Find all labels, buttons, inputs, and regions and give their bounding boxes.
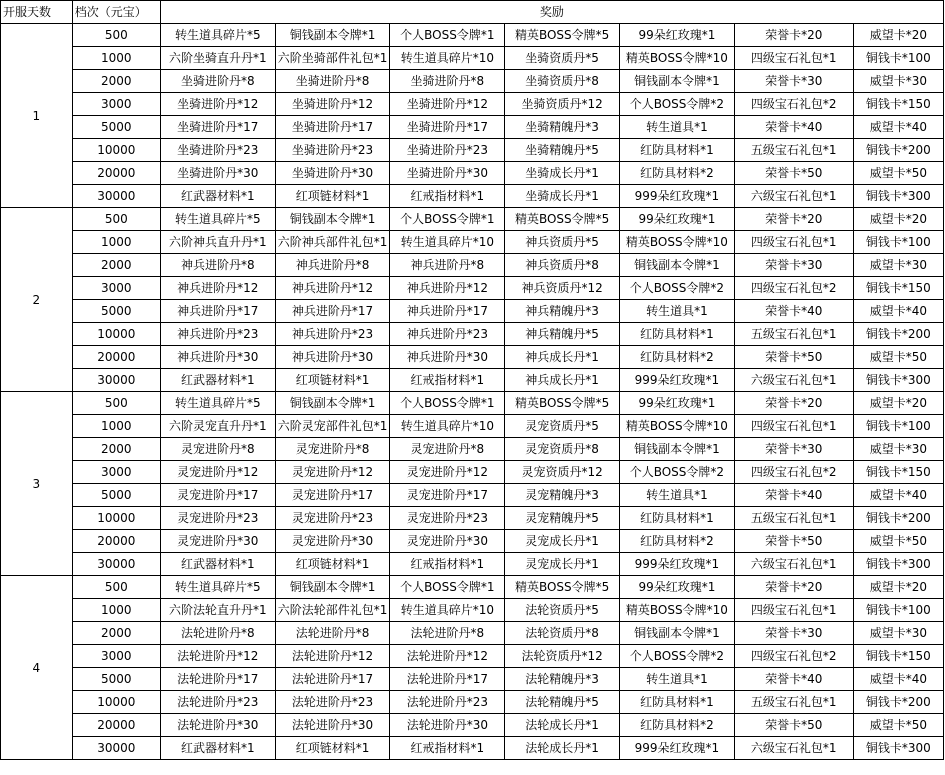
table-row	[1, 530, 944, 553]
reward-cell: 坐骑进阶丹*23	[160, 139, 275, 162]
reward-cell: 铜钱卡*200	[853, 507, 943, 530]
reward-cell: 神兵进阶丹*17	[160, 300, 275, 323]
reward-cell: 法轮进阶丹*12	[160, 645, 275, 668]
reward-cell: 五级宝石礼包*1	[734, 691, 853, 714]
reward-cell: 精英BOSS令牌*10	[620, 415, 735, 438]
reward-cell: 个人BOSS令牌*1	[390, 208, 505, 231]
reward-cell: 荣誉卡*30	[734, 622, 853, 645]
reward-cell: 四级宝石礼包*1	[734, 231, 853, 254]
tier-cell: 500	[72, 576, 160, 599]
reward-cell: 荣誉卡*50	[734, 714, 853, 737]
reward-cell: 神兵进阶丹*30	[390, 346, 505, 369]
table-row	[1, 714, 944, 737]
reward-cell: 坐骑进阶丹*8	[390, 70, 505, 93]
reward-cell: 坐骑资质丹*5	[505, 47, 620, 70]
reward-cell: 威望卡*50	[853, 162, 943, 185]
table-row	[1, 277, 944, 300]
reward-cell: 坐骑资质丹*12	[505, 93, 620, 116]
reward-cell: 个人BOSS令牌*1	[390, 576, 505, 599]
tier-cell: 30000	[72, 185, 160, 208]
table-row	[1, 70, 944, 93]
reward-cell: 灵宠资质丹*12	[505, 461, 620, 484]
reward-cell: 转生道具碎片*5	[160, 24, 275, 47]
reward-cell: 个人BOSS令牌*1	[390, 24, 505, 47]
reward-cell: 99朵红玫瑰*1	[620, 24, 735, 47]
reward-cell: 法轮进阶丹*8	[160, 622, 275, 645]
reward-cell: 荣誉卡*30	[734, 438, 853, 461]
table-row	[1, 622, 944, 645]
table-row	[1, 47, 944, 70]
reward-cell: 红武器材料*1	[160, 553, 275, 576]
tier-cell: 30000	[72, 737, 160, 760]
tier-cell: 500	[72, 392, 160, 415]
reward-cell: 法轮进阶丹*8	[390, 622, 505, 645]
tier-cell: 30000	[72, 553, 160, 576]
reward-cell: 神兵资质丹*8	[505, 254, 620, 277]
reward-cell: 四级宝石礼包*2	[734, 277, 853, 300]
reward-cell: 精英BOSS令牌*5	[505, 208, 620, 231]
reward-cell: 荣誉卡*20	[734, 208, 853, 231]
table-row	[1, 185, 944, 208]
reward-cell: 神兵进阶丹*23	[160, 323, 275, 346]
reward-cell: 红防具材料*2	[620, 162, 735, 185]
reward-cell: 六级宝石礼包*1	[734, 737, 853, 760]
table-row	[1, 691, 944, 714]
tier-cell: 5000	[72, 116, 160, 139]
reward-cell: 坐骑资质丹*8	[505, 70, 620, 93]
reward-cell: 红武器材料*1	[160, 185, 275, 208]
reward-cell: 灵宠进阶丹*23	[390, 507, 505, 530]
reward-cell: 铜钱副本令牌*1	[275, 208, 390, 231]
reward-cell: 99朵红玫瑰*1	[620, 392, 735, 415]
reward-cell: 六阶法轮部件礼包*1	[275, 599, 390, 622]
tier-cell: 5000	[72, 668, 160, 691]
reward-cell: 灵宠进阶丹*30	[160, 530, 275, 553]
reward-cell: 灵宠进阶丹*12	[275, 461, 390, 484]
tier-cell: 2000	[72, 622, 160, 645]
rewards-body	[1, 24, 944, 760]
reward-cell: 转生道具*1	[620, 300, 735, 323]
reward-cell: 神兵成长丹*1	[505, 369, 620, 392]
tier-cell: 20000	[72, 162, 160, 185]
reward-cell: 铜钱卡*150	[853, 277, 943, 300]
reward-cell: 神兵进阶丹*12	[275, 277, 390, 300]
reward-cell: 威望卡*50	[853, 346, 943, 369]
reward-cell: 威望卡*40	[853, 668, 943, 691]
reward-cell: 坐骑进阶丹*17	[160, 116, 275, 139]
reward-cell: 神兵资质丹*5	[505, 231, 620, 254]
reward-cell: 铜钱副本令牌*1	[620, 254, 735, 277]
reward-cell: 法轮进阶丹*12	[390, 645, 505, 668]
reward-cell: 精英BOSS令牌*5	[505, 24, 620, 47]
reward-cell: 法轮进阶丹*30	[160, 714, 275, 737]
reward-cell: 铜钱卡*150	[853, 93, 943, 116]
reward-cell: 红防具材料*1	[620, 139, 735, 162]
table-row	[1, 93, 944, 116]
reward-cell: 神兵资质丹*12	[505, 277, 620, 300]
reward-cell: 荣誉卡*40	[734, 484, 853, 507]
reward-cell: 威望卡*30	[853, 254, 943, 277]
reward-cell: 红项链材料*1	[275, 185, 390, 208]
reward-cell: 坐骑进阶丹*17	[275, 116, 390, 139]
reward-cell: 法轮资质丹*5	[505, 599, 620, 622]
reward-cell: 铜钱卡*200	[853, 323, 943, 346]
reward-cell: 红防具材料*2	[620, 346, 735, 369]
reward-cell: 四级宝石礼包*1	[734, 415, 853, 438]
reward-cell: 法轮成长丹*1	[505, 737, 620, 760]
reward-cell: 转生道具*1	[620, 668, 735, 691]
tier-cell: 2000	[72, 254, 160, 277]
reward-cell: 四级宝石礼包*1	[734, 599, 853, 622]
reward-cell: 威望卡*40	[853, 300, 943, 323]
reward-cell: 神兵进阶丹*17	[390, 300, 505, 323]
reward-cell: 红戒指材料*1	[390, 185, 505, 208]
reward-cell: 灵宠进阶丹*8	[160, 438, 275, 461]
table-row	[1, 392, 944, 415]
reward-cell: 法轮进阶丹*30	[390, 714, 505, 737]
reward-cell: 红戒指材料*1	[390, 369, 505, 392]
table-row	[1, 645, 944, 668]
tier-cell: 10000	[72, 139, 160, 162]
reward-cell: 威望卡*20	[853, 392, 943, 415]
reward-cell: 坐骑进阶丹*17	[390, 116, 505, 139]
reward-cell: 荣誉卡*50	[734, 346, 853, 369]
reward-cell: 铜钱卡*300	[853, 737, 943, 760]
reward-cell: 神兵进阶丹*23	[275, 323, 390, 346]
reward-cell: 法轮进阶丹*30	[275, 714, 390, 737]
reward-cell: 999朵红玫瑰*1	[620, 185, 735, 208]
reward-cell: 坐骑进阶丹*8	[275, 70, 390, 93]
reward-cell: 灵宠进阶丹*23	[160, 507, 275, 530]
reward-cell: 六阶法轮直升丹*1	[160, 599, 275, 622]
reward-cell: 坐骑精魄丹*5	[505, 139, 620, 162]
reward-cell: 法轮资质丹*12	[505, 645, 620, 668]
reward-cell: 灵宠进阶丹*8	[390, 438, 505, 461]
header-row	[1, 1, 944, 24]
reward-cell: 铜钱卡*300	[853, 369, 943, 392]
reward-cell: 神兵进阶丹*8	[160, 254, 275, 277]
reward-cell: 荣誉卡*40	[734, 668, 853, 691]
reward-cell: 精英BOSS令牌*10	[620, 47, 735, 70]
reward-cell: 四级宝石礼包*2	[734, 461, 853, 484]
reward-cell: 红戒指材料*1	[390, 737, 505, 760]
reward-cell: 威望卡*30	[853, 70, 943, 93]
header-day: 开服天数	[1, 1, 73, 24]
reward-cell: 铜钱卡*200	[853, 691, 943, 714]
table-row	[1, 576, 944, 599]
reward-cell: 灵宠进阶丹*8	[275, 438, 390, 461]
reward-cell: 坐骑进阶丹*12	[390, 93, 505, 116]
tier-cell: 3000	[72, 461, 160, 484]
reward-cell: 999朵红玫瑰*1	[620, 737, 735, 760]
reward-cell: 灵宠进阶丹*17	[160, 484, 275, 507]
reward-cell: 五级宝石礼包*1	[734, 323, 853, 346]
reward-cell: 999朵红玫瑰*1	[620, 369, 735, 392]
tier-cell: 3000	[72, 93, 160, 116]
reward-cell: 四级宝石礼包*1	[734, 47, 853, 70]
reward-cell: 法轮精魄丹*5	[505, 691, 620, 714]
reward-cell: 荣誉卡*30	[734, 70, 853, 93]
reward-cell: 六级宝石礼包*1	[734, 369, 853, 392]
reward-cell: 五级宝石礼包*1	[734, 507, 853, 530]
reward-cell: 荣誉卡*30	[734, 254, 853, 277]
reward-cell: 神兵进阶丹*8	[275, 254, 390, 277]
tier-cell: 3000	[72, 645, 160, 668]
table-row	[1, 369, 944, 392]
table-row	[1, 208, 944, 231]
reward-cell: 六阶神兵部件礼包*1	[275, 231, 390, 254]
reward-cell: 99朵红玫瑰*1	[620, 576, 735, 599]
reward-cell: 法轮进阶丹*23	[275, 691, 390, 714]
reward-cell: 转生道具碎片*10	[390, 231, 505, 254]
reward-cell: 灵宠精魄丹*5	[505, 507, 620, 530]
reward-cell: 六阶灵宠部件礼包*1	[275, 415, 390, 438]
reward-cell: 铜钱卡*100	[853, 231, 943, 254]
tier-cell: 30000	[72, 369, 160, 392]
reward-cell: 红防具材料*2	[620, 530, 735, 553]
reward-cell: 坐骑进阶丹*23	[390, 139, 505, 162]
reward-cell: 法轮进阶丹*12	[275, 645, 390, 668]
reward-cell: 转生道具*1	[620, 484, 735, 507]
reward-cell: 神兵进阶丹*12	[390, 277, 505, 300]
reward-cell: 精英BOSS令牌*5	[505, 392, 620, 415]
reward-cell: 个人BOSS令牌*2	[620, 93, 735, 116]
reward-cell: 威望卡*40	[853, 484, 943, 507]
tier-cell: 1000	[72, 415, 160, 438]
reward-cell: 铜钱卡*300	[853, 553, 943, 576]
tier-cell: 10000	[72, 691, 160, 714]
header-rewards: 奖励	[160, 1, 943, 24]
reward-cell: 转生道具碎片*10	[390, 599, 505, 622]
reward-cell: 个人BOSS令牌*2	[620, 277, 735, 300]
reward-cell: 红武器材料*1	[160, 369, 275, 392]
reward-cell: 铜钱卡*100	[853, 47, 943, 70]
reward-cell: 精英BOSS令牌*10	[620, 599, 735, 622]
table-row	[1, 231, 944, 254]
tier-cell: 3000	[72, 277, 160, 300]
reward-cell: 红戒指材料*1	[390, 553, 505, 576]
reward-cell: 神兵进阶丹*30	[160, 346, 275, 369]
tier-cell: 2000	[72, 70, 160, 93]
reward-cell: 神兵进阶丹*12	[160, 277, 275, 300]
reward-cell: 六阶坐骑部件礼包*1	[275, 47, 390, 70]
reward-cell: 威望卡*20	[853, 576, 943, 599]
reward-cell: 六级宝石礼包*1	[734, 185, 853, 208]
reward-cell: 灵宠资质丹*5	[505, 415, 620, 438]
reward-cell: 坐骑进阶丹*30	[390, 162, 505, 185]
reward-cell: 威望卡*50	[853, 714, 943, 737]
reward-cell: 转生道具碎片*5	[160, 208, 275, 231]
reward-cell: 神兵进阶丹*30	[275, 346, 390, 369]
reward-cell: 灵宠进阶丹*30	[390, 530, 505, 553]
table-row	[1, 162, 944, 185]
reward-cell: 六阶神兵直升丹*1	[160, 231, 275, 254]
reward-cell: 红项链材料*1	[275, 553, 390, 576]
reward-cell: 荣誉卡*20	[734, 24, 853, 47]
reward-cell: 红武器材料*1	[160, 737, 275, 760]
reward-cell: 法轮资质丹*8	[505, 622, 620, 645]
reward-cell: 四级宝石礼包*2	[734, 645, 853, 668]
reward-cell: 灵宠进阶丹*12	[160, 461, 275, 484]
reward-cell: 坐骑进阶丹*23	[275, 139, 390, 162]
table-row	[1, 139, 944, 162]
reward-cell: 威望卡*40	[853, 116, 943, 139]
reward-cell: 荣誉卡*40	[734, 300, 853, 323]
reward-cell: 神兵进阶丹*23	[390, 323, 505, 346]
reward-cell: 法轮进阶丹*23	[160, 691, 275, 714]
table-row	[1, 254, 944, 277]
reward-cell: 灵宠成长丹*1	[505, 530, 620, 553]
table-row	[1, 24, 944, 47]
reward-cell: 坐骑进阶丹*30	[160, 162, 275, 185]
table-row	[1, 323, 944, 346]
tier-cell: 5000	[72, 300, 160, 323]
reward-cell: 荣誉卡*40	[734, 116, 853, 139]
reward-cell: 神兵成长丹*1	[505, 346, 620, 369]
reward-cell: 神兵精魄丹*5	[505, 323, 620, 346]
reward-cell: 法轮进阶丹*17	[160, 668, 275, 691]
reward-cell: 铜钱副本令牌*1	[620, 70, 735, 93]
day-cell: 4	[1, 576, 73, 760]
reward-cell: 六阶灵宠直升丹*1	[160, 415, 275, 438]
reward-cell: 灵宠成长丹*1	[505, 553, 620, 576]
reward-cell: 铜钱卡*150	[853, 645, 943, 668]
tier-cell: 1000	[72, 599, 160, 622]
reward-cell: 坐骑成长丹*1	[505, 162, 620, 185]
reward-cell: 红防具材料*1	[620, 323, 735, 346]
tier-cell: 20000	[72, 346, 160, 369]
reward-cell: 红防具材料*2	[620, 714, 735, 737]
table-row	[1, 553, 944, 576]
reward-cell: 神兵进阶丹*8	[390, 254, 505, 277]
table-row	[1, 346, 944, 369]
reward-cell: 坐骑进阶丹*12	[275, 93, 390, 116]
tier-cell: 2000	[72, 438, 160, 461]
table-row	[1, 599, 944, 622]
reward-cell: 坐骑精魄丹*3	[505, 116, 620, 139]
reward-cell: 神兵进阶丹*17	[275, 300, 390, 323]
tier-cell: 5000	[72, 484, 160, 507]
table-row	[1, 300, 944, 323]
reward-cell: 99朵红玫瑰*1	[620, 208, 735, 231]
table-row	[1, 668, 944, 691]
day-cell: 2	[1, 208, 73, 392]
day-cell: 1	[1, 24, 73, 208]
reward-cell: 坐骑成长丹*1	[505, 185, 620, 208]
tier-cell: 500	[72, 208, 160, 231]
reward-cell: 铜钱卡*200	[853, 139, 943, 162]
reward-cell: 转生道具碎片*5	[160, 576, 275, 599]
reward-cell: 坐骑进阶丹*30	[275, 162, 390, 185]
reward-cell: 灵宠资质丹*8	[505, 438, 620, 461]
table-row	[1, 507, 944, 530]
reward-cell: 精英BOSS令牌*5	[505, 576, 620, 599]
reward-cell: 灵宠精魄丹*3	[505, 484, 620, 507]
reward-cell: 法轮进阶丹*17	[275, 668, 390, 691]
reward-cell: 红防具材料*1	[620, 507, 735, 530]
reward-cell: 四级宝石礼包*2	[734, 93, 853, 116]
table-row	[1, 484, 944, 507]
reward-cell: 荣誉卡*50	[734, 530, 853, 553]
reward-cell: 灵宠进阶丹*23	[275, 507, 390, 530]
reward-cell: 坐骑进阶丹*12	[160, 93, 275, 116]
reward-cell: 威望卡*20	[853, 208, 943, 231]
reward-cell: 铜钱卡*100	[853, 415, 943, 438]
reward-cell: 铜钱副本令牌*1	[275, 24, 390, 47]
reward-cell: 铜钱副本令牌*1	[275, 576, 390, 599]
header-tier: 档次（元宝）	[72, 1, 160, 24]
tier-cell: 10000	[72, 507, 160, 530]
reward-cell: 坐骑进阶丹*8	[160, 70, 275, 93]
reward-cell: 红项链材料*1	[275, 737, 390, 760]
reward-cell: 转生道具碎片*5	[160, 392, 275, 415]
reward-cell: 个人BOSS令牌*2	[620, 645, 735, 668]
reward-cell: 个人BOSS令牌*1	[390, 392, 505, 415]
table-row	[1, 116, 944, 139]
tier-cell: 1000	[72, 47, 160, 70]
reward-cell: 神兵精魄丹*3	[505, 300, 620, 323]
reward-cell: 铜钱卡*150	[853, 461, 943, 484]
reward-cell: 铜钱副本令牌*1	[620, 438, 735, 461]
table-row	[1, 461, 944, 484]
reward-cell: 红项链材料*1	[275, 369, 390, 392]
reward-cell: 999朵红玫瑰*1	[620, 553, 735, 576]
reward-cell: 法轮进阶丹*17	[390, 668, 505, 691]
table-row	[1, 415, 944, 438]
reward-cell: 转生道具碎片*10	[390, 47, 505, 70]
reward-cell: 灵宠进阶丹*30	[275, 530, 390, 553]
reward-cell: 灵宠进阶丹*17	[275, 484, 390, 507]
reward-cell: 法轮进阶丹*8	[275, 622, 390, 645]
reward-cell: 个人BOSS令牌*2	[620, 461, 735, 484]
reward-cell: 灵宠进阶丹*12	[390, 461, 505, 484]
reward-cell: 法轮精魄丹*3	[505, 668, 620, 691]
reward-cell: 铜钱副本令牌*1	[620, 622, 735, 645]
tier-cell: 20000	[72, 530, 160, 553]
reward-cell: 法轮成长丹*1	[505, 714, 620, 737]
tier-cell: 20000	[72, 714, 160, 737]
reward-cell: 六级宝石礼包*1	[734, 553, 853, 576]
reward-cell: 荣誉卡*50	[734, 162, 853, 185]
reward-cell: 威望卡*50	[853, 530, 943, 553]
reward-cell: 荣誉卡*20	[734, 576, 853, 599]
reward-cell: 精英BOSS令牌*10	[620, 231, 735, 254]
reward-cell: 威望卡*30	[853, 438, 943, 461]
reward-cell: 红防具材料*1	[620, 691, 735, 714]
reward-cell: 铜钱副本令牌*1	[275, 392, 390, 415]
reward-cell: 五级宝石礼包*1	[734, 139, 853, 162]
tier-cell: 10000	[72, 323, 160, 346]
reward-cell: 六阶坐骑直升丹*1	[160, 47, 275, 70]
reward-cell: 转生道具碎片*10	[390, 415, 505, 438]
reward-cell: 法轮进阶丹*23	[390, 691, 505, 714]
reward-cell: 铜钱卡*300	[853, 185, 943, 208]
table-row	[1, 438, 944, 461]
reward-cell: 威望卡*30	[853, 622, 943, 645]
reward-cell: 荣誉卡*20	[734, 392, 853, 415]
tier-cell: 500	[72, 24, 160, 47]
table-row	[1, 737, 944, 760]
reward-cell: 转生道具*1	[620, 116, 735, 139]
reward-cell: 灵宠进阶丹*17	[390, 484, 505, 507]
day-cell: 3	[1, 392, 73, 576]
reward-cell: 威望卡*20	[853, 24, 943, 47]
reward-cell: 铜钱卡*100	[853, 599, 943, 622]
tier-cell: 1000	[72, 231, 160, 254]
